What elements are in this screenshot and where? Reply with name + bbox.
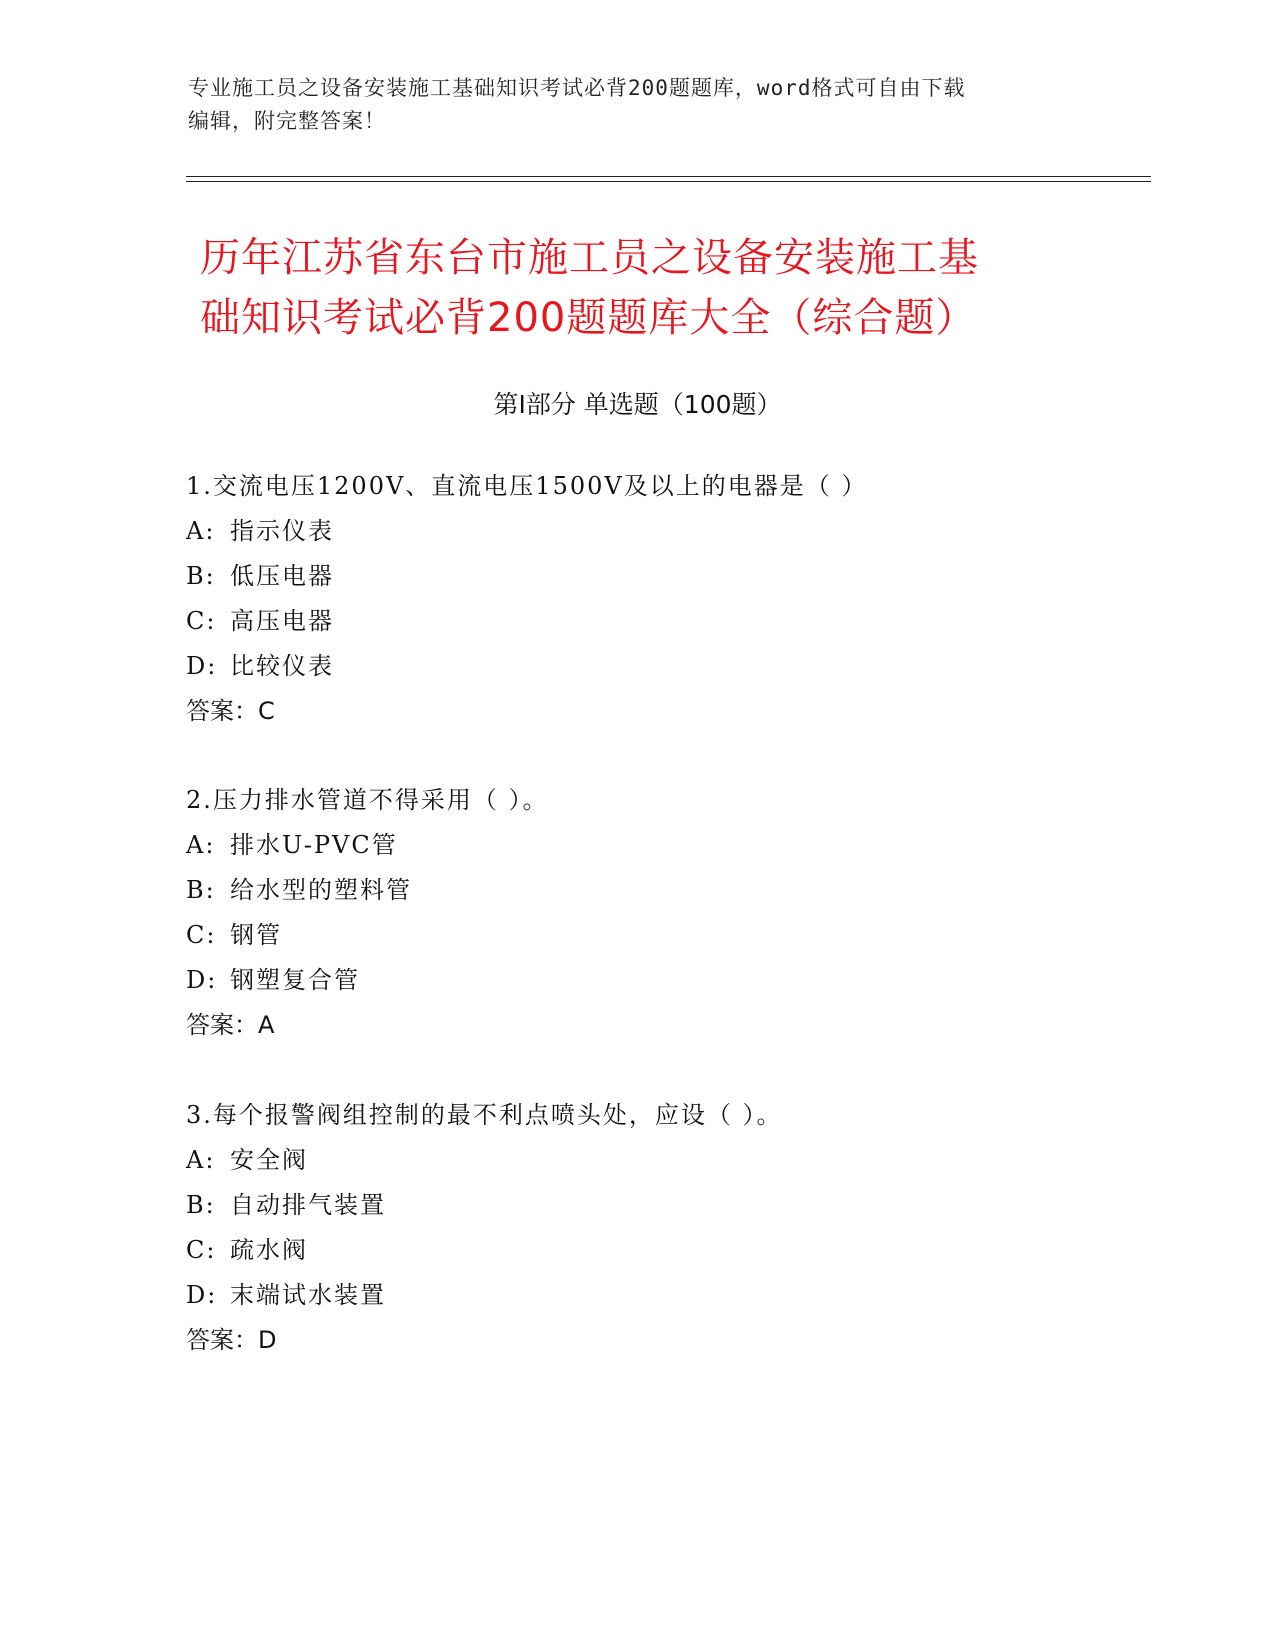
option-c — [186, 599, 1136, 644]
question-text: 2.压力排水管道不得采用（ ）。 — [186, 786, 549, 814]
option-text: 钢塑复合管 — [230, 966, 360, 994]
option-b — [186, 1183, 1136, 1228]
option-letter: A: — [186, 831, 216, 859]
question-3 — [186, 1093, 1136, 1363]
option-a — [186, 823, 1136, 868]
option-letter: D: — [186, 1281, 218, 1309]
header-note — [188, 72, 1088, 138]
option-text: 自动排气装置 — [230, 1191, 386, 1219]
question-2 — [186, 778, 1136, 1048]
option-letter: C: — [186, 607, 217, 635]
question-text: 3.每个报警阀组控制的最不利点喷头处，应设（ ）。 — [186, 1101, 783, 1129]
option-b — [186, 868, 1136, 913]
answer: 答案：A — [186, 1011, 275, 1039]
option-letter: A: — [186, 1146, 216, 1174]
header-divider-bottom — [186, 181, 1151, 182]
option-letter: A: — [186, 517, 216, 545]
header-note-line-1: 专业施工员之设备安装施工基础知识考试必背200题题库，word格式可自由下载 — [188, 76, 966, 100]
document-title-line-2: 础知识考试必背200题题库大全（综合题） — [200, 295, 977, 341]
option-text: 末端试水装置 — [230, 1281, 386, 1309]
option-text: 低压电器 — [230, 562, 334, 590]
option-d — [186, 644, 1136, 689]
option-d — [186, 958, 1136, 1003]
option-text: 钢管 — [230, 921, 282, 949]
option-letter: D: — [186, 966, 218, 994]
option-text: 指示仪表 — [230, 517, 334, 545]
question-1 — [186, 464, 1136, 734]
answer: 答案：D — [186, 1326, 277, 1354]
document-title-line-1: 历年江苏省东台市施工员之设备安装施工基 — [200, 235, 979, 281]
answer: 答案：C — [186, 697, 275, 725]
option-text: 给水型的塑料管 — [230, 876, 412, 904]
option-c — [186, 913, 1136, 958]
option-letter: B: — [186, 876, 216, 904]
option-text: 高压电器 — [230, 607, 334, 635]
option-text: 比较仪表 — [230, 652, 334, 680]
option-d — [186, 1273, 1136, 1318]
section-heading: 第Ⅰ部分 单选题（100题） — [493, 390, 782, 419]
option-a — [186, 1138, 1136, 1183]
option-text: 疏水阀 — [230, 1236, 308, 1264]
option-text: 安全阀 — [230, 1146, 308, 1174]
option-c — [186, 1228, 1136, 1273]
option-letter: C: — [186, 1236, 217, 1264]
header-divider-top — [186, 176, 1151, 177]
option-letter: D: — [186, 652, 218, 680]
document-title — [200, 228, 1100, 348]
question-text: 1.交流电压1200V、直流电压1500V及以上的电器是（ ） — [186, 472, 868, 500]
option-letter: B: — [186, 562, 216, 590]
option-letter: C: — [186, 921, 217, 949]
option-letter: B: — [186, 1191, 216, 1219]
option-a — [186, 509, 1136, 554]
option-text: 排水U-PVC管 — [230, 831, 398, 859]
option-b — [186, 554, 1136, 599]
header-note-line-2: 编辑，附完整答案！ — [188, 109, 386, 133]
